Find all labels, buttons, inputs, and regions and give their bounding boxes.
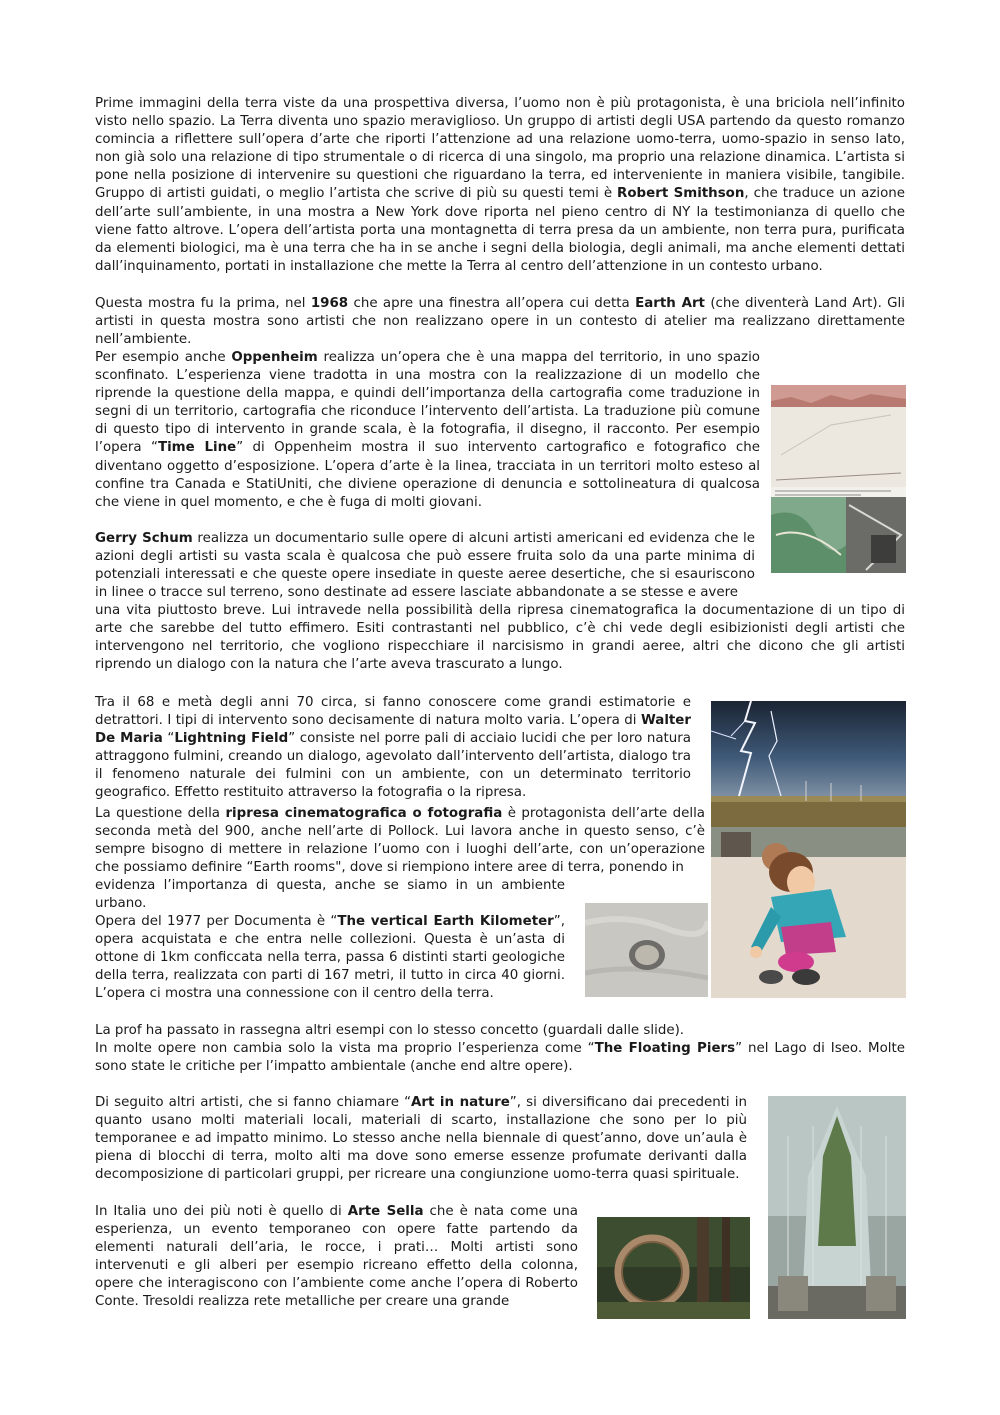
tresoldi-column-image: [768, 1096, 906, 1319]
text-run: Opera del 1977 per Documenta è “: [95, 914, 338, 929]
paragraph-floating-piers: [95, 1040, 905, 1076]
text-run: In molte opere non cambia solo la vista ma proprio l’esperienza come “: [95, 1041, 595, 1056]
bold-term: Robert Smithson: [617, 186, 745, 202]
text-run: La prof ha passato in rassegna altri esempi con lo stesso concetto (guardali dalle slide).: [95, 1023, 685, 1038]
text-run: evidenza l’importanza di questa, anche se siamo in un ambiente urbano.: [95, 878, 565, 912]
text-run: realizza un’opera che è una mappa del territorio, in uno spazio sconfinato. L’esperienza viene tradotta in una mostra con la realizzazione di un modello che riprende la questione della mappa, e quindi dell’importanza della cartografia come traduzione in segni di un territorio, cartografia che riconduce l’intervento dell’artista. La traduzione più comune di questo tipo di intervento in grande scala, è la fotografia, il disegno, il racconto. Per esempio l’opera “: [95, 350, 760, 456]
text-run: La questione della: [95, 806, 226, 821]
paragraph-art-in-nature: [95, 1094, 747, 1184]
text-run: ”, opera acquistata e che entra nelle collezioni. Questa è un’asta di ottone di 1km conficcata nella terra, passa 6 distinti starti geologiche della terra, realizzata con parti di 167 metri, il tutto in circa 40 giorni. L’opera ci mostra una connessione con il centro della terra.: [95, 914, 565, 1002]
paragraph-oppenheim: [95, 349, 760, 512]
text-run: che è nata come una esperienza, un evento temporaneo con opere fatte partendo da elementi naturali dell’aria, le rocce, i prati… Molti artisti sono intervenuti e gli alberi per esempio ricreano effetto della colonna, opere che interagiscono con l’ambiente come anche l’opera di Roberto Conte. Tresoldi realizza rete metalliche per creare una grande: [95, 1204, 578, 1310]
bold-term: Arte Sella: [347, 1204, 424, 1219]
text-run: (che diventerà Land Art). Gli artisti in questa mostra sono artisti che non realizzano opere in un contesto di atelier ma realizzano direttamente nell’ambiente.: [95, 296, 905, 348]
bold-term: Earth Art: [635, 296, 705, 311]
text-run: è protagonista dell’arte della seconda metà del 900, anche nell’arte di Pollock. Lui lavora anche in questo senso, c’è sempre bisogno di mettere in relazione l’uomo con i luoghi dell’arte, con un’operazione che possiamo definire “Earth rooms", dove si riempiono intere aree di terra, ponendo in: [95, 806, 705, 876]
paragraph-gerry-schum-b: [95, 602, 905, 674]
text-run: Di seguito altri artisti, che si fanno chiamare “: [95, 1095, 412, 1110]
paragraph-earth-art: [95, 295, 905, 349]
paragraph-intro: [95, 95, 905, 276]
paragraph-arte-sella: [95, 1203, 578, 1312]
bold-term: The vertical Earth Kilometer: [337, 914, 554, 929]
paragraph-ripresa-b: [95, 877, 565, 913]
bold-term: Oppenheim: [231, 350, 318, 365]
lightning-field-image: [711, 701, 906, 827]
bold-term: 1968: [310, 296, 349, 311]
paragraph-rassegna: [95, 1022, 905, 1040]
text-run: ” consiste nel porre pali di acciaio lucidi che per loro natura attraggono fulmini, creando un dialogo, agevolato dall’intervento dell’artista, dialogo tra il fenomeno naturale dei fulmini con un ambiente, con un determinato territorio geografico. Effetto restituito attraverso la fotografia o la ripresa.: [95, 731, 692, 801]
text-run: Per esempio anche: [95, 350, 232, 365]
text-run: ” nel Lago di Iseo. Molte sono state le critiche per l’impatto ambientale (anche end altre opere).: [95, 1041, 906, 1075]
paragraph-ripresa-a: [95, 805, 705, 877]
bold-term: Time Line: [157, 440, 237, 456]
bold-term: Art in nature: [411, 1095, 510, 1110]
text-run: “: [162, 731, 175, 747]
text-run: In Italia uno dei più noti è quello di: [95, 1204, 348, 1219]
bold-term: Walter De Maria: [95, 713, 691, 747]
text-run: Tra il 68 e metà degli anni 70 circa, si fanno conoscere come grandi estimatorie e detrattori. I tipi di intervento sono decisamente di natura molto varia. L’opera di: [95, 695, 691, 729]
text-run: ” di Oppenheim mostra il suo intervento cartografico e fotografico che diventano oggetto d’esposizione. L’opera d’arte è la linea, tracciata in un territori molto esteso al confine tra Canada e StatiUniti, che diviene operazione di denuncia e sottolineatura di qualcosa che viene in quel momento, e che è fuga di molti giovani.: [95, 440, 760, 510]
text-run: Prime immagini della terra viste da una prospettiva diversa, l’uomo non è più protagonista, è una briciola nell’infinito visto nello spazio. La Terra diventa uno spazio meraviglioso. Un gruppo di artisti degli USA partendo da questo romanzo comincia a riflettere sull’opera d’arte che riporti l’attenzione ad una relazione uomo-terra, uomo-spazio in senso lato, non già solo una relazione di tipo strumentale o di ricerca di una singolo, ma proprio una relazione dinamica. L’artista si pone nella posizione di intervenire su questioni che riguardano la terra, ed interveniente in maniera visibile, tangibile. Gruppo di artisti guidati, o meglio l’artista che scrive di più su questi temi è: [95, 96, 905, 202]
vertical-earth-kilometer-image: [585, 903, 708, 997]
text-run: Questa mostra fu la prima, nel: [95, 296, 311, 311]
bold-term: Lightning Field: [174, 731, 289, 747]
text-run: ”, si diversificano dai precedenti in quanto usano molti materiali locali, materiali di scarto, installazione che sono per lo più temporanee e ad impatto minimo. Lo stesso anche nella biennale di quest’anno, dove un’aula è piena di blocchi di terra, molto alti ma dove sono emerse essenze profumate derivanti dalla decomposizione di particolari gruppi, per ricreare una congiunzione uomo-terra quasi spirituale.: [95, 1095, 747, 1183]
paragraph-gerry-schum-a: [95, 530, 755, 602]
text-run: realizza un documentario sulle opere di alcuni artisti americani ed evidenza che le azioni degli artisti su vasta scala è qualcosa che può essere fruita solo da una parte minima di potenziali interessati e che queste opere insediate in queste aeree desertiche, che si esauriscono in linee o tracce sul terreno, sono destinate ad essere lasciate abbandonate a se stesse e avere: [95, 531, 755, 601]
bold-term: Gerry Schum: [95, 531, 193, 546]
child-earth-image: [711, 827, 906, 998]
paragraph-walter-de-maria: [95, 694, 691, 803]
arte-sella-image: [597, 1217, 750, 1319]
text-run: , che traduce un azione dell’arte sull’ambiente, in una mostra a New York dove riporta nel pieno centro di NY la testimonianza di quello che viene fatto altrove. L’opera dell’artista porta una montagnetta di terra presa da un ambiente, non terra pura, purificata da elementi biologici, ma è una terra che ha in se anche i segni della biologia, degli animali, ma anche elementi dettati dall’inquinamento, portati in installazione che mette la Terra al centro dell’attenzione in un contesto urbano.: [95, 186, 906, 274]
bold-term: The Floating Piers: [594, 1041, 736, 1056]
bold-term: ripresa cinematografica o fotografia: [225, 806, 503, 821]
text-run: che apre una finestra all’opera cui detta: [348, 296, 636, 311]
paragraph-vertical-earth-kilometer: [95, 913, 565, 1003]
text-run: una vita piuttosto breve. Lui intravede nella possibilità della ripresa cinematografica la documentazione di un tipo di arte che sarebbe del tutto effimero. Esiti contrastanti nel pubblico, c’è chi vede degli esibizionisti degli artisti che intervengono nel territorio, che vogliono rispecchiare il narcisismo in grandi aeree, altri che dicono che gli artisti riprendo un dialogo con la natura che l’arte aveva trascurato a lungo.: [95, 603, 905, 673]
time-line-map-image: [771, 385, 906, 573]
